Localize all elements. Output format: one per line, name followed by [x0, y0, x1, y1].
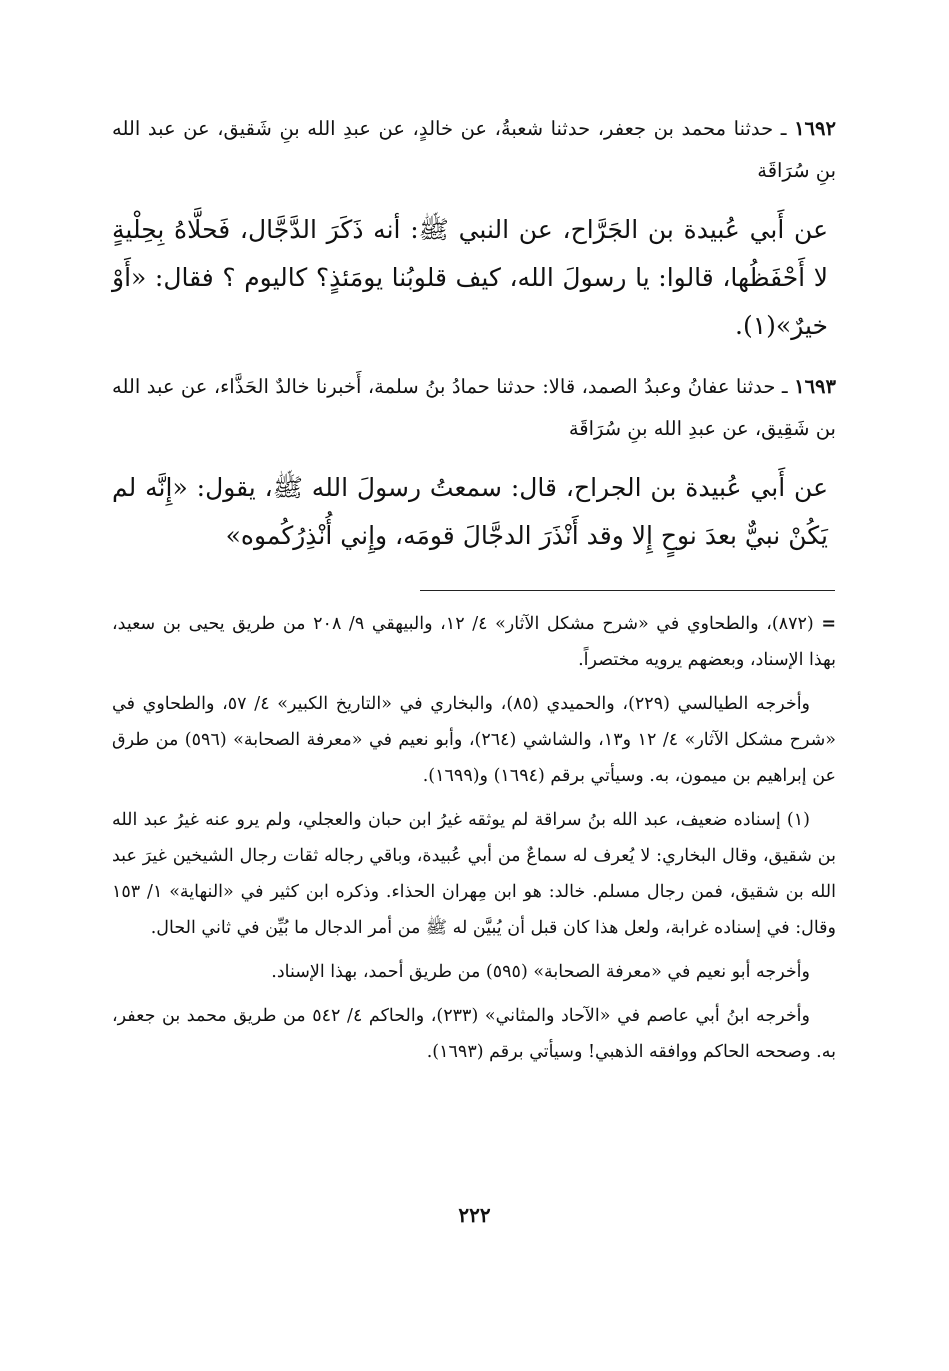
- footnote-continuation: [112, 606, 836, 678]
- hadith-isnad: ١٦٩٢ ـ حدثنا محمد بن جعفر، حدثنا شعبةُ، عن خالدٍ، عن عبدِ الله بنِ شَقيق، عن عبد الله بنِ سُرَاقَة: [112, 117, 836, 182]
- footnote-1: (١) إسناده ضعيف، عبد الله بنُ سراقة لم يوثقه غيرُ ابن حبان والعجلي، ولم يرو عنه غيرُ عبد الله بن شقيق، وقال البخاري: لا يُعرف له سماعٌ من أبي عُبيدة، وباقي رجاله ثقات رجال الشيخين غيرَ عبد الله بن شقيق، فمن رجال مسلم. خالد: هو ابن مِهران الحذاء. وذكره ابن كثير في «النهاية» ١/ ١٥٣ وقال: في إسناده غرابة، ولعل هذا كان قبل أن يُبيَّن له ﷺ من أمر الدجال ما بُيِّن في ثاني الحال.: [112, 810, 837, 938]
- hadith-isnad: ١٦٩٣ ـ حدثنا عفانُ وعبدُ الصمد، قالا: حدثنا حمادُ بنُ سلمة، أَخبرنا خالدٌ الحَذَّاء، عن عبد الله بن شَقِيق، عن عبدِ الله بنِ سُرَاقَة: [112, 375, 836, 440]
- page-number: ٢٢٢: [458, 1203, 491, 1227]
- continuation-mark: =: [821, 614, 836, 634]
- hadith-number: ١٦٩٢: [794, 117, 836, 140]
- footnote-paragraph: وأخرجه ابنُ أبي عاصم في «الآحاد والمثاني» (٢٣٣)، والحاكم ٤/ ٥٤٢ من طريق محمد بن جعفر، به. وصححه الحاكم ووافقه الذهبي! وسيأتي برقم (١٦٩٣).: [112, 1006, 836, 1062]
- main-text: [112, 108, 836, 576]
- footnotes: [112, 606, 836, 1078]
- footnote-paragraph: وأخرجه أبو نعيم في «معرفة الصحابة» (٥٩٥) من طريق أحمد، بهذا الإسناد.: [271, 962, 810, 982]
- footnote-divider: [420, 590, 835, 591]
- hadith-matn: عن أَبي عُبيدة بن الجراح، قال: سمعتُ رسولَ الله ﷺ، يقول: «إِنَّه لم يَكُنْ نبيٌّ بعدَ نوحٍ إِلا وقد أَنْذَرَ الدجَّالَ قومَه، وإِني أُنْذِرُكُموه»: [112, 473, 828, 550]
- hadith-matn: عن أَبي عُبيدة بن الجَرَّاح، عن النبي ﷺ: أنه ذَكَرَ الدَّجَّال، فَحلَّاهُ بِحِلْيةٍ لا أَحْفَظُها، قالوا: يا رسولَ الله، كيف قلوبُنا يومَئذٍ؟ كاليوم ؟ فقال: «أَوْ خيرٌ»(١).: [112, 215, 828, 340]
- footnote-text: (٨٧٢)، والطحاوي في «شرح مشكل الآثار» ٤/ ١٢، والبيهقي ٩/ ٢٠٨ من طريق يحيى بن سعيد، بهذا الإسناد، وبعضهم يرويه مختصراً.: [112, 614, 836, 670]
- isnad-text: حدثنا عفانُ وعبدُ الصمد، قالا: حدثنا حمادُ بنُ سلمة، أَخبرنا خالدٌ الحَذَّاء، عن عبد الله بن شَقِيق، عن عبدِ الله بنِ سُرَاقَة: [112, 375, 836, 440]
- isnad-text: حدثنا محمد بن جعفر، حدثنا شعبةُ، عن خالدٍ، عن عبدِ الله بنِ شَقيق، عن عبد الله بنِ سُرَاقَة: [112, 117, 836, 182]
- hadith-number: ١٦٩٣: [794, 375, 836, 398]
- footnote-paragraph: وأخرجه الطيالسي (٢٢٩)، والحميدي (٨٥)، والبخاري في «التاريخ الكبير» ٤/ ٥٧، والطحاوي في «شرح مشكل الآثار» ٤/ ١٢ و١٣، والشاشي (٢٦٤)، وأبو نعيم في «معرفة الصحابة» (٥٩٦) من طرق عن إبراهيم بن ميمون، به. وسيأتي برقم (١٦٩٤) و(١٦٩٩).: [112, 694, 836, 786]
